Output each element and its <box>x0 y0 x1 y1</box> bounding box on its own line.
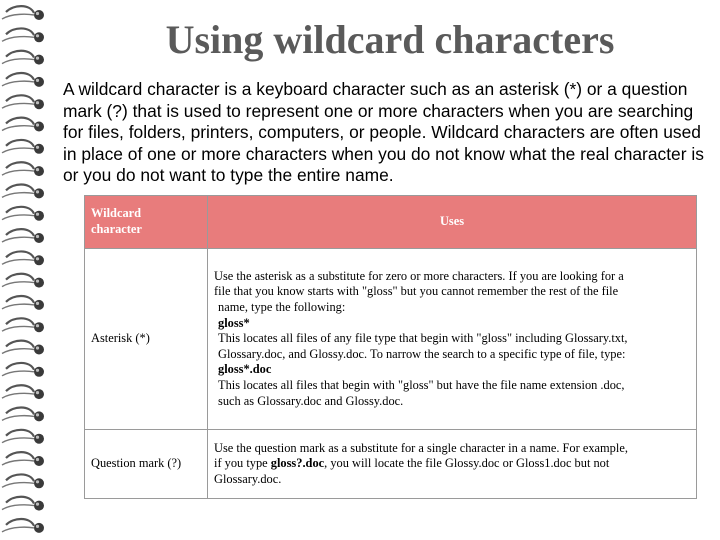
notebook-spiral-binding <box>0 0 58 540</box>
character-cell: Asterisk (*) <box>85 249 208 430</box>
table-header-row <box>85 196 697 249</box>
header-wildcard-character: Wildcard character <box>85 196 208 249</box>
table-row <box>85 430 697 499</box>
uses-cell: Use the question mark as a substitute for a single character in a name. For example, if you type gloss?.doc, you will locate the file Glossy.doc or Gloss1.doc but not Glossary.doc. <box>208 430 697 499</box>
character-cell: Question mark (?) <box>85 430 208 499</box>
table-row <box>85 249 697 430</box>
page-title: Using wildcard characters <box>165 17 615 62</box>
wildcard-table <box>84 195 697 499</box>
header-uses: Uses <box>208 196 697 249</box>
intro-paragraph: A wildcard character is a keyboard character such as an asterisk (*) or a question mark (?) that is used to represent one or more characters when you are searching for files, folders, printers, computers, or people. Wildcard characters are often used in place of one or more characters when you do not know what the real character is or you do not want to type the entire name. <box>63 79 704 185</box>
uses-cell: Use the asterisk as a substitute for zero or more characters. If you are looking for a file that you know starts with "gloss" but you cannot remember the rest of the file name, type the following: gloss* This locates all files of any file type that begin with "gloss" including Glossary.txt, Glossary.doc, and Glossy.doc. To narrow the search to a specific type of file, type: gloss*.doc This locates all files that begin with "gloss" but have the file name extension .doc, such as Glossary.doc and Glossy.doc. <box>208 249 697 430</box>
